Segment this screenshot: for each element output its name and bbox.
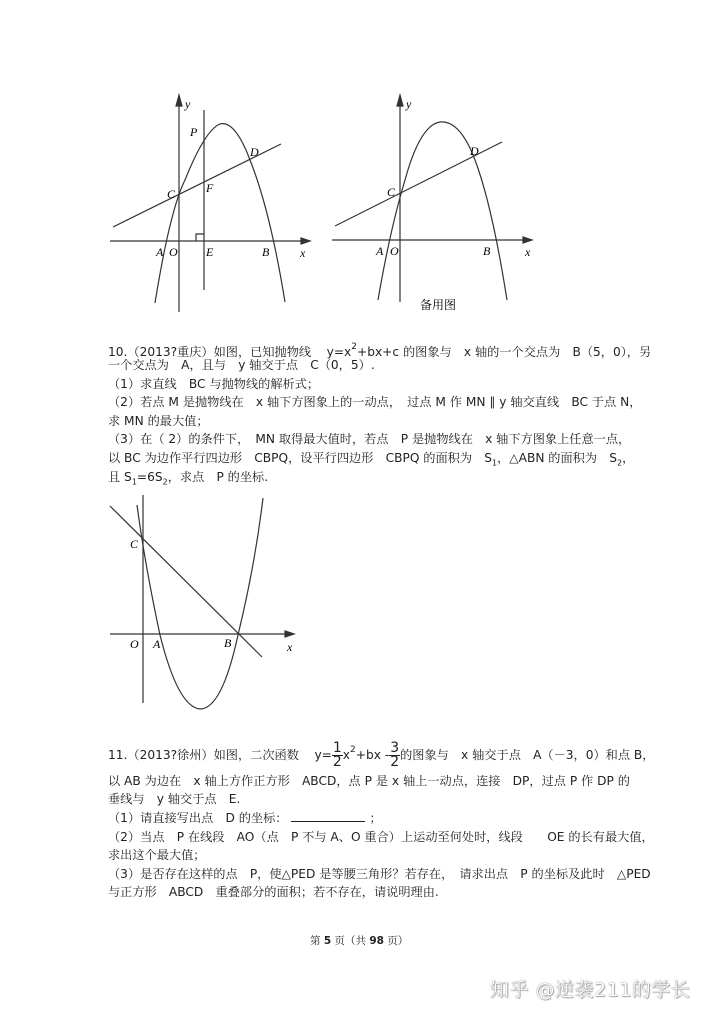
watermark: 知乎 @逆袭211的学长: [490, 979, 691, 1001]
frac1-den: 2: [332, 754, 342, 770]
label-b: B: [262, 245, 270, 259]
label-f: F: [206, 181, 214, 195]
label-o: O: [130, 637, 139, 651]
label-b: B: [224, 636, 232, 650]
page-footer: [310, 933, 408, 948]
q11-line-4: [108, 809, 382, 827]
footer-mid: 页（共: [334, 935, 366, 947]
frac2-den: 2: [390, 754, 400, 770]
q11-line-2: 以 AB 为边在 x 轴上方作正方形 ABCD，点 P 是 x 轴上一动点，连接 DP，过点 P 作 DP 的: [108, 774, 630, 788]
q10-line-8-sub2: 2: [162, 477, 168, 487]
right-angle-mark: [196, 234, 204, 241]
q10-line-3: （1）求直线 BC 与抛物线的解析式；: [108, 377, 320, 391]
label-y: y: [185, 97, 191, 111]
q10-line-8-a: 且 S: [108, 470, 132, 484]
label-d: D: [250, 145, 259, 159]
total-pages: 98: [369, 935, 384, 947]
label-a: A: [376, 244, 384, 258]
q11-line-5: （2）当点 P 在线段 AO（点 P 不与 A、O 重合）上运动至何处时，线段 OE 的长有最大值，: [108, 830, 654, 844]
q10-line-7-sub1: 1: [491, 458, 498, 468]
q10-line-8-sub1: 1: [131, 477, 137, 487]
fraction-3-2: [389, 742, 400, 769]
label-x: x: [300, 246, 306, 260]
q11-line-3: 垂线与 y 轴交于点 E.: [108, 792, 241, 806]
figure-3: [100, 495, 300, 715]
q11-line-1: [108, 738, 654, 769]
q10-eq-b: +bx+c: [357, 345, 400, 359]
label-e: E: [206, 245, 214, 259]
parabola: [155, 124, 285, 303]
q11-eq-sup: 2: [350, 745, 356, 755]
q10-line-8: [108, 468, 268, 491]
label-c: C: [387, 185, 396, 199]
label-a: A: [153, 637, 161, 651]
q11-eq-mid: +bx -: [355, 748, 390, 762]
q11-eq-x: x: [342, 748, 351, 762]
label-a: A: [156, 245, 164, 259]
q10-line-7-b: ，△ABN 的面积为 S: [497, 451, 617, 465]
q10-line-7-c: ，: [622, 451, 635, 465]
q11-line-1-a: 11.（2013?徐州）如图，二次函数: [108, 748, 299, 762]
q10-eq-sup: 2: [351, 342, 357, 352]
figure-1: [100, 90, 320, 320]
x-axis-arrow: [301, 238, 310, 244]
answer-blank: [291, 811, 365, 822]
q10-line-7-a: 以 BC 为边作平行四边形 CBPQ，设平行四边形 CBPQ 的面积为 S: [108, 451, 492, 465]
q10-line-2: 一个交点为 A，且与 y 轴交于点 C（0，5）.: [108, 358, 375, 372]
frac1-num: 1: [332, 740, 342, 756]
label-p: P: [190, 125, 198, 139]
label-d: D: [470, 144, 479, 158]
x-axis-arrow: [523, 237, 532, 243]
fraction-1-2: [332, 742, 343, 769]
q10-line-6: （3）在（ 2）的条件下， MN 取得最大值时，若点 P 是抛物线在 x 轴下方图象上任意一点，: [108, 432, 631, 446]
q11-eq-y: y=: [314, 748, 332, 762]
label-x: x: [525, 245, 531, 259]
y-axis-arrow: [397, 95, 403, 106]
label-c: C: [130, 537, 139, 551]
q10-line-8-c: ，求点 P 的坐标.: [167, 470, 269, 484]
label-x: x: [287, 640, 293, 654]
q10-line-4: （2）若点 M 是抛物线在 x 轴下方图象上的一动点， 过点 M 作 MN ∥ y 轴交直线 BC 于点 N，: [108, 395, 642, 409]
label-o: O: [390, 244, 399, 258]
y-axis-arrow: [176, 95, 182, 106]
q11-line-8: 与正方形 ABCD 重叠部分的面积；若不存在，请说明理由.: [108, 885, 439, 899]
q11-line-4-a: （1）请直接写出点 D 的坐标：: [108, 811, 288, 825]
figure-caption: 备用图: [420, 298, 457, 312]
label-c: C: [167, 187, 176, 201]
q10-line-8-b: =6S: [136, 470, 163, 484]
label-b: B: [483, 244, 491, 258]
parabola: [137, 498, 263, 709]
footer-prefix: 第: [310, 935, 321, 947]
label-o: O: [169, 245, 178, 259]
q10-eq-a: y=x: [326, 345, 352, 359]
q10-line-5: 求 MN 的最大值；: [108, 414, 209, 428]
q11-line-1-b: 的图象与 x 轴交于点 A（－3，0）和点 B，: [400, 748, 655, 762]
label-y: y: [406, 97, 412, 111]
q11-line-6: 求出这个最大值；: [108, 848, 206, 862]
page-number: 5: [323, 935, 332, 947]
q10-line-1-b: 的图象与 x 轴的一个交点为 B（5，0），另: [402, 345, 652, 359]
q11-line-4-b: ；: [369, 811, 382, 825]
q11-line-7: （3）是否存在这样的点 P，使△PED 是等腰三角形？若存在， 请求出点 P 的坐标及此时 △PED: [108, 867, 651, 881]
q10-line-1-a: 10.（2013?重庆）如图，已知抛物线: [108, 345, 312, 359]
x-axis-arrow: [285, 631, 294, 637]
figure-2: [320, 90, 540, 320]
frac2-num: 3: [390, 740, 400, 756]
footer-suffix: 页）: [387, 935, 409, 947]
q10-line-7-sub2: 2: [617, 458, 623, 468]
